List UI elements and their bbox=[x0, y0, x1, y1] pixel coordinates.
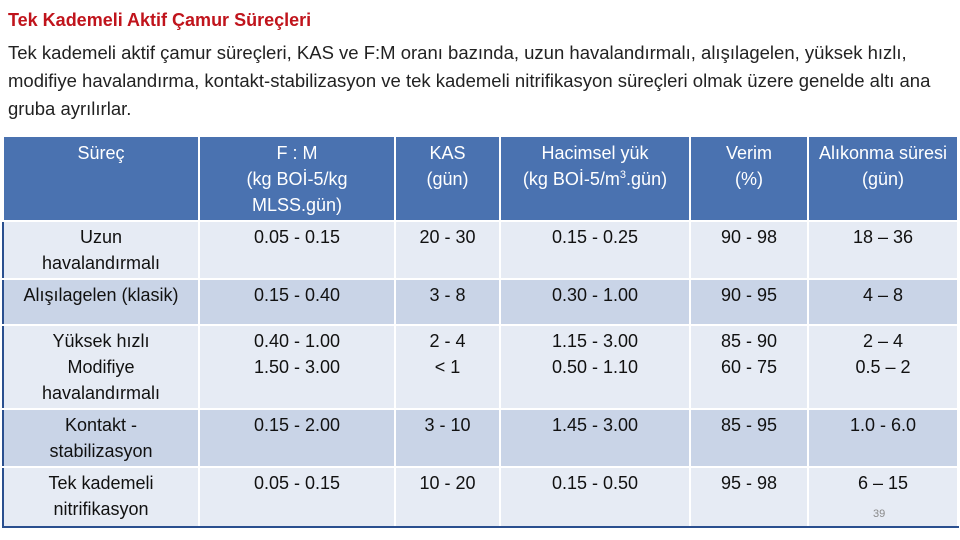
process-line: stabilizasyon bbox=[49, 441, 153, 461]
header-kas-line1: KAS bbox=[429, 143, 466, 163]
cell-load: 1.45 - 3.00 bbox=[500, 409, 690, 467]
process-line: havalandırmalı bbox=[41, 253, 161, 273]
header-ret-line2: (gün) bbox=[861, 169, 905, 189]
cell-kas: 3 - 8 bbox=[395, 279, 500, 325]
header-fm-line3: MLSS.gün) bbox=[251, 195, 343, 215]
process-line: nitrifikasyon bbox=[53, 499, 149, 519]
header-load-line2-post: .gün) bbox=[626, 169, 668, 189]
process-line: Tek kademeli bbox=[48, 473, 154, 493]
table-row bbox=[3, 467, 958, 527]
table-row bbox=[3, 409, 958, 467]
value-line: 85 - 90 bbox=[720, 331, 778, 351]
header-efficiency bbox=[690, 137, 808, 221]
process-line: Yüksek hızlı bbox=[52, 331, 150, 351]
cell-kas: 3 - 10 bbox=[395, 409, 500, 467]
value-line: 0.50 - 1.10 bbox=[551, 357, 639, 377]
header-kas-line2: (gün) bbox=[426, 169, 469, 189]
process-table bbox=[2, 137, 959, 528]
table-row bbox=[3, 279, 958, 325]
cell-efficiency: 90 - 95 bbox=[690, 279, 808, 325]
process-line: Kontakt - bbox=[64, 415, 138, 435]
header-load-line2 bbox=[503, 166, 687, 192]
cell-load: 0.15 - 0.25 bbox=[500, 221, 690, 279]
process-line: Uzun bbox=[79, 227, 123, 247]
cell-fm: 0.05 - 0.15 bbox=[199, 467, 395, 527]
header-eff-line1: Verim bbox=[725, 143, 772, 163]
value-line: 60 - 75 bbox=[720, 357, 778, 377]
header-process-label: Süreç bbox=[77, 143, 125, 163]
cell-retention bbox=[808, 325, 958, 409]
header-retention bbox=[808, 137, 958, 221]
value-line: 2 – 4 bbox=[862, 331, 904, 351]
cell-process bbox=[3, 221, 199, 279]
process-line: Modifiye bbox=[67, 357, 135, 377]
cell-retention: 1.0 - 6.0 bbox=[808, 409, 958, 467]
header-process bbox=[3, 137, 199, 221]
value-line: < 1 bbox=[434, 357, 461, 377]
header-ret-line1: Alıkonma süresi bbox=[818, 143, 948, 163]
header-fm-line2: (kg BOİ-5/kg bbox=[246, 169, 348, 189]
value-line: 1.15 - 3.00 bbox=[551, 331, 639, 351]
page-number: 39 bbox=[873, 508, 886, 520]
cell-fm bbox=[199, 325, 395, 409]
cell-fm: 0.15 - 0.40 bbox=[199, 279, 395, 325]
slide-title: Tek Kademeli Aktif Çamur Süreçleri bbox=[8, 10, 312, 30]
cell-retention: 4 – 8 bbox=[808, 279, 958, 325]
cell-retention: 6 – 15 bbox=[808, 467, 958, 527]
process-line: havalandırmalı bbox=[41, 383, 161, 403]
cell-fm: 0.05 - 0.15 bbox=[199, 221, 395, 279]
header-fm-line1: F : M bbox=[276, 143, 318, 163]
cell-process bbox=[3, 409, 199, 467]
table-header-row bbox=[3, 137, 958, 221]
value-line: 0.5 – 2 bbox=[855, 357, 911, 377]
cell-load bbox=[500, 325, 690, 409]
header-load-line2-sup: 3 bbox=[619, 169, 627, 181]
value-line: 2 - 4 bbox=[429, 331, 466, 351]
value-line: 1.50 - 3.00 bbox=[253, 357, 341, 377]
cell-kas bbox=[395, 325, 500, 409]
intro-paragraph: Tek kademeli aktif çamur süreçleri, KAS ve F:M oranı bazında, uzun havalandırmalı, alışılagelen, yüksek hızlı, modifiye havalandırma, kontakt-stabilizasyon ve tek kademeli nitrifikasyon süreçleri olmak üzere genelde altı ana gruba ayrılırlar. bbox=[8, 42, 931, 119]
header-fm bbox=[199, 137, 395, 221]
header-eff-line2: (%) bbox=[735, 169, 763, 189]
cell-efficiency: 95 - 98 bbox=[690, 467, 808, 527]
cell-kas: 10 - 20 bbox=[395, 467, 500, 527]
header-load-line1: Hacimsel yük bbox=[541, 143, 649, 163]
cell-fm: 0.15 - 2.00 bbox=[199, 409, 395, 467]
cell-process bbox=[3, 325, 199, 409]
cell-kas: 20 - 30 bbox=[395, 221, 500, 279]
cell-efficiency: 85 - 95 bbox=[690, 409, 808, 467]
table-row bbox=[3, 221, 958, 279]
cell-efficiency bbox=[690, 325, 808, 409]
header-load bbox=[500, 137, 690, 221]
cell-load: 0.15 - 0.50 bbox=[500, 467, 690, 527]
cell-efficiency: 90 - 98 bbox=[690, 221, 808, 279]
table-row bbox=[3, 325, 958, 409]
cell-process bbox=[3, 279, 199, 325]
cell-retention: 18 – 36 bbox=[808, 221, 958, 279]
header-kas bbox=[395, 137, 500, 221]
value-line: 0.40 - 1.00 bbox=[253, 331, 341, 351]
cell-load: 0.30 - 1.00 bbox=[500, 279, 690, 325]
header-load-line2-pre: (kg BOİ-5/m bbox=[522, 169, 620, 189]
process-line: Alışılagelen (klasik) bbox=[23, 285, 179, 305]
cell-process bbox=[3, 467, 199, 527]
